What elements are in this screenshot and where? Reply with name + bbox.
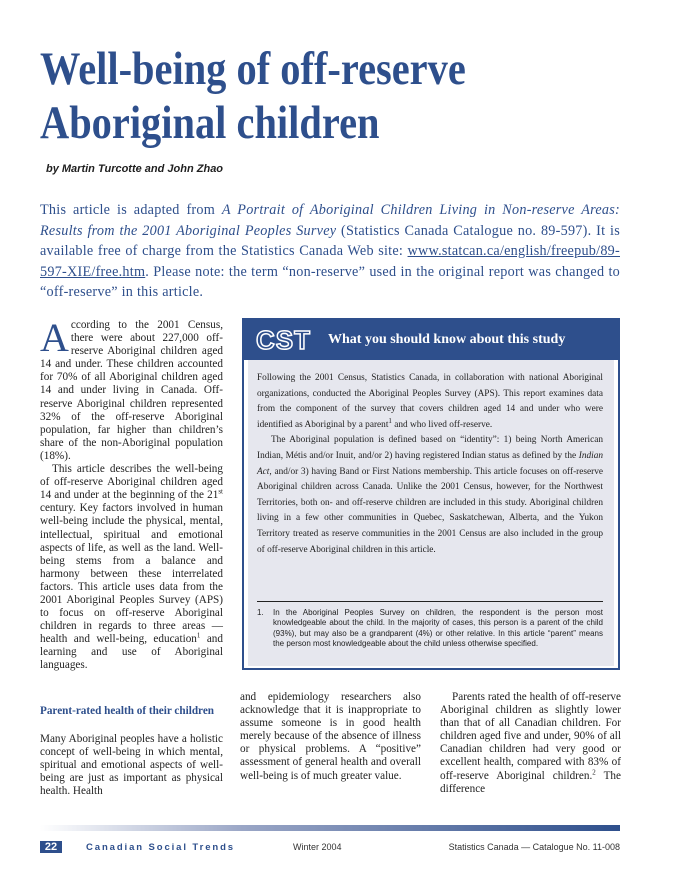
- body-paragraph-5: [440, 691, 621, 796]
- body-paragraph-4: and epidemiology researchers also acknowledge that it is inappropriate to assume someone is in good health merely because of the absence of illness or physical problems. A “positive” assessment of general health and overall well-being is of much greater value.: [240, 691, 421, 782]
- box-paragraph-1-text-b: and who lived off-reserve.: [391, 419, 493, 430]
- article-title: [40, 42, 556, 150]
- body-paragraph-2: [40, 463, 223, 673]
- box-indian-act: Indian Act: [257, 450, 603, 477]
- superscript-st: st: [218, 487, 223, 496]
- intro-text-3: . Please note: the term “non-reserve” used in the original report was changed to “off-reserve” in this article.: [40, 263, 620, 300]
- catalogue-number: Statistics Canada — Catalogue No. 11-008: [448, 842, 620, 852]
- study-info-box-header: [244, 320, 618, 360]
- box-footnote-text: In the Aboriginal Peoples Survey on children, the respondent is the person most knowledgeable about the child. In the majority of cases, this person is a parent of the child (93%), but may also be a grandparent (4%) or other relative. In this article “parent” means the person most knowledgeable about the child unless otherwise specified.: [273, 608, 603, 648]
- issue-season: Winter 2004: [293, 842, 342, 852]
- body-column-1-continued: [40, 733, 223, 798]
- study-info-box-text: [257, 371, 603, 558]
- intro-source-title: A Portrait of Aboriginal Children Living in Non-reserve Areas: Results from the 2001 Aboriginal Peoples Survey: [40, 202, 620, 239]
- page-number: 22: [40, 841, 62, 853]
- intro-paragraph: [40, 200, 620, 303]
- body-column-2: [240, 691, 421, 783]
- box-footnote-number: 1.: [257, 608, 264, 617]
- footnote-ref-2: 2: [592, 767, 596, 776]
- body-paragraph-2-text-a: This article describes the well-being of off-reserve Aboriginal children aged 14 and under at the beginning of the 21: [40, 463, 223, 502]
- body-paragraph-2-text-b: century. Key factors involved in human well-being include the physical, mental, intellectual, spiritual and emotional aspects of life, as well as the land. Well-being stems from a balance and harmony between these interrelated factors. This article uses data from the 2001 Aboriginal Peoples Survey (APS) to focus on off-reserve Aboriginal children in regards to three areas — health and well-being, education: [40, 502, 223, 646]
- box-paragraph-2: [257, 433, 603, 558]
- box-paragraph-1: [257, 371, 603, 433]
- publication-name: Canadian Social Trends: [86, 842, 235, 853]
- cst-logo: CST: [256, 325, 311, 355]
- box-paragraph-2-text-a: The Aboriginal population is defined based on “identity”: 1) being North American Indian, Métis and/or Inuit, and/or 2) having registered Indian status as defined by the: [257, 435, 603, 461]
- intro-url-link[interactable]: www.statcan.ca/english/freepub/89-597-XIE/free.htm: [40, 243, 620, 280]
- footnote-divider: [257, 601, 603, 602]
- study-info-box: [242, 318, 620, 670]
- body-paragraph-3: Many Aboriginal peoples have a holistic concept of well-being in which mental, spiritual and emotional aspects of well-being are just as important as physical health. Health: [40, 733, 223, 798]
- intro-text-2: (Statistics Canada Catalogue no. 89-597). It is available free of charge from the Statistics Canada Web site:: [40, 222, 620, 259]
- drop-cap: A: [40, 315, 69, 360]
- body-paragraph-5-text-b: The difference: [440, 769, 621, 795]
- body-paragraph-1: [40, 315, 223, 463]
- body-paragraph-5-text-a: Parents rated the health of off-reserve Aboriginal children as slightly lower than that of all Canadian children. For children aged five and under, 90% of all Canadian children had very good or excellent health, compared with 83% of off-reserve Aboriginal children.: [440, 691, 621, 782]
- study-info-box-title: What you should know about this study: [328, 332, 566, 347]
- footer-rule: [40, 825, 620, 831]
- article-title-line-1: Well-being of off-reserve: [40, 43, 466, 95]
- box-paragraph-1-text-a: Following the 2001 Census, Statistics Canada, in collaboration with national Aboriginal organizations, conducted the Aboriginal Peoples Survey (APS). This report examines data from the component of the survey that covers children aged 14 and under who were identified as Aboriginal by a parent: [257, 373, 603, 430]
- body-column-3: [440, 691, 621, 796]
- body-column-1: [40, 315, 223, 673]
- box-footnote-ref: 1: [388, 416, 392, 425]
- intro-text-1: This article is adapted from: [40, 202, 222, 218]
- box-footnote: [257, 608, 603, 649]
- byline: by Martin Turcotte and John Zhao: [46, 163, 224, 175]
- box-paragraph-2-text-b: , and/or 3) having Band or First Nations membership. This article focuses on off-reserve Aboriginal children across Canada. Unlike the 2001 Census, however, for the Northwest Territories, both on- and off-reserve children are included in this study. Aboriginal children living in a few other communities in Quebec, Saskatchewan, Alberta, and the Yukon Territory treated as reserve communities in the 2001 Census are also included in the group of off-reserve Aboriginal children in this article.: [257, 466, 603, 555]
- section-heading: Parent-rated health of their children: [40, 705, 215, 717]
- body-paragraph-1-text: ccording to the 2001 Census, there were about 227,000 off-reserve Aboriginal children aged 14 and under. These children accounted for 70% of all Aboriginal children aged 14 and under living in Canada. Off-reserve Aboriginal children represented 32% of the off-reserve Aboriginal population, far higher than children’s share of the non-Aboriginal population (18%).: [40, 319, 223, 462]
- footnote-ref-1: 1: [196, 631, 201, 640]
- article-title-line-2: Aboriginal children: [40, 97, 380, 149]
- body-paragraph-2-text-c: and learning and use of Aboriginal languages.: [40, 633, 223, 672]
- study-info-box-body: [248, 360, 614, 666]
